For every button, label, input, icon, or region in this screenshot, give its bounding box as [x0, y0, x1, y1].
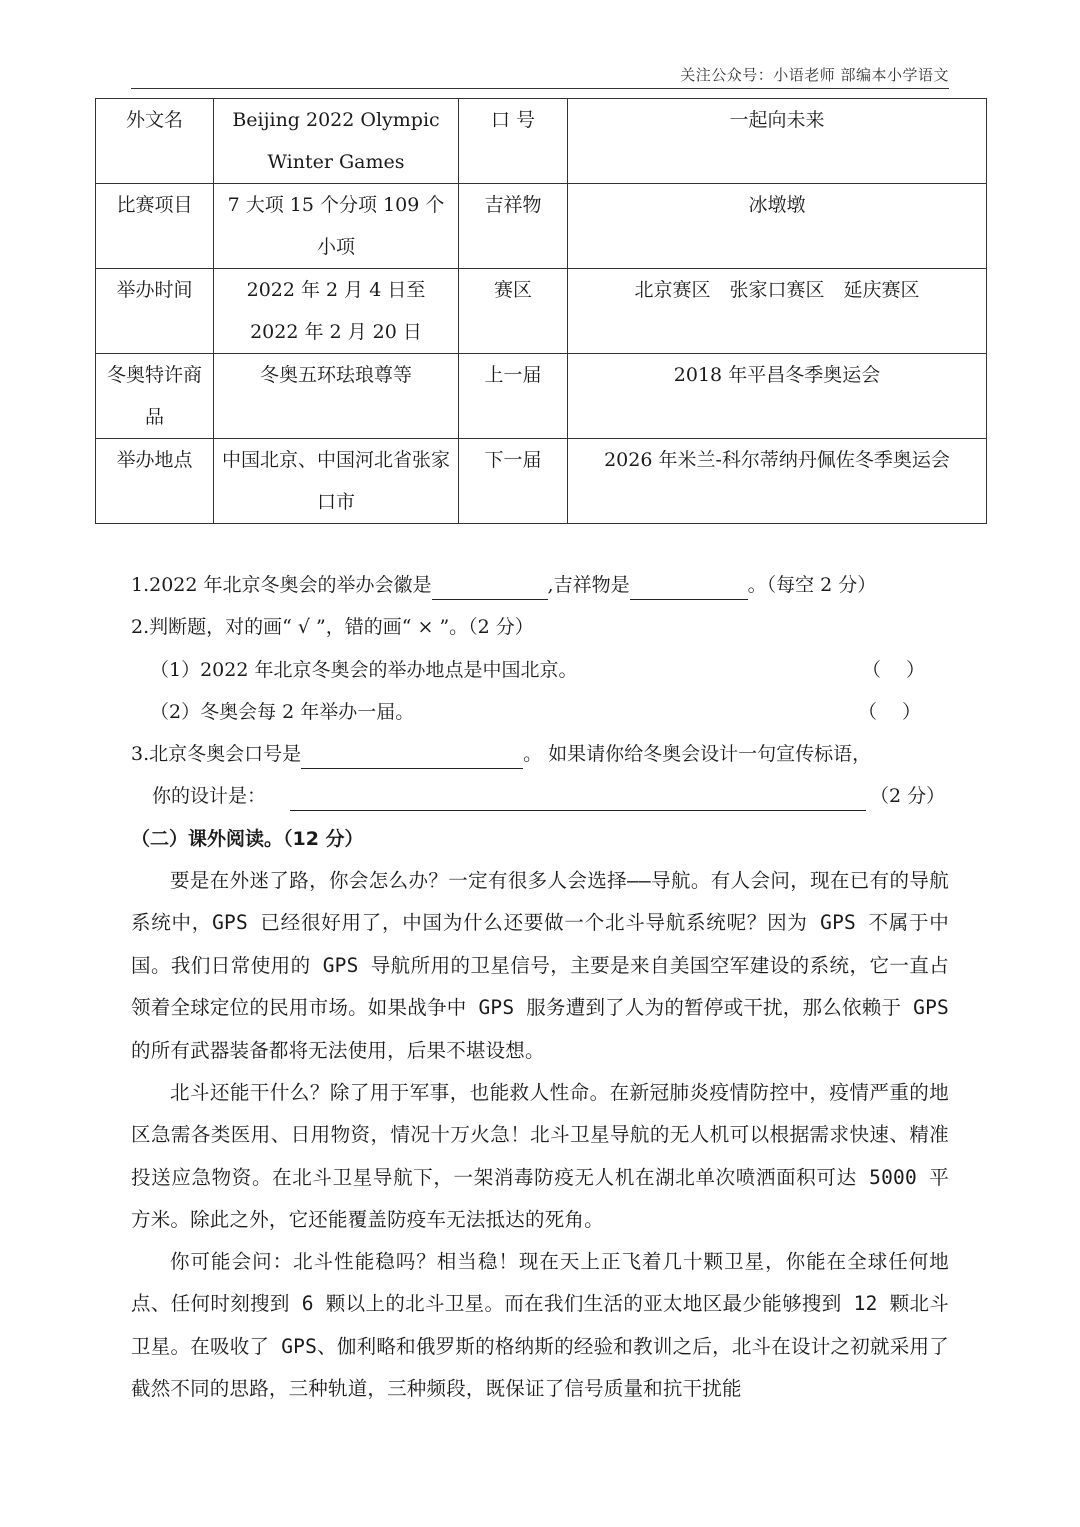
- passage-paragraph-2: 北斗还能干什么？除了用于军事，也能救人性命。在新冠肺炎疫情防控中，疫情严重的地区急需各类医用、日用物资，情况十万火急！北斗卫星导航的无人机可以根据需求快速、精准投送应急物资。在北斗卫星导航下，一架消毒防疫无人机在湖北单次喷洒面积可达 5000 平方米。除此之外，它还能覆盖防疫车无法抵达的死角。: [131, 1081, 949, 1232]
- table-cell: 下一届: [459, 439, 568, 524]
- question-3-design: [152, 781, 945, 811]
- table-cell: 比赛项目: [96, 184, 214, 269]
- table-cell: 赛区: [459, 269, 568, 354]
- table-cell: 2018 年平昌冬季奥运会: [568, 354, 987, 439]
- question-1-text-c: 。（每空 2 分）: [747, 574, 877, 596]
- table-row: [96, 184, 987, 269]
- table-cell: 举办时间: [96, 269, 214, 354]
- mascot-answer-blank[interactable]: [630, 577, 748, 600]
- section-title: （二）课外阅读。（12 分）: [131, 828, 364, 850]
- table-cell: 中国北京、中国河北省张家口市: [214, 439, 459, 524]
- table-cell: 口 号: [459, 99, 568, 184]
- table-cell: 冰墩墩: [568, 184, 987, 269]
- judgment-paren-1[interactable]: （ ）: [862, 659, 926, 681]
- question-2-item-1: （1）2022 年北京冬奥会的举办地点是中国北京。: [150, 659, 578, 681]
- question-3-text-a: 3.北京冬奥会口号是: [131, 743, 302, 765]
- question-1-text-a: 1.2022 年北京冬奥会的举办会徽是: [131, 574, 432, 596]
- emblem-answer-blank[interactable]: [432, 577, 548, 600]
- question-3-score: （2 分）: [870, 785, 946, 807]
- question-3-text-b: 。 如果请你给冬奥会设计一句宣传标语，: [523, 743, 872, 765]
- table-cell: 冬奥特许商品: [96, 354, 214, 439]
- question-2-item-2: （2）冬奥会每 2 年举办一届。: [150, 701, 415, 723]
- table-row: [96, 269, 987, 354]
- passage-paragraph-3: 你可能会问：北斗性能稳吗？相当稳！现在天上正飞着几十颗卫星，你能在全球任何地点、任何时刻搜到 6 颗以上的北斗卫星。而在我们生活的亚太地区最少能够搜到 12 颗北斗卫星。在吸收了 GPS、伽利略和俄罗斯的格纳斯的经验和教训之后，北斗在设计之初就采用了截然不同的思路，三种轨道，三种频段，既保证了信号质量和抗干扰能: [131, 1250, 949, 1401]
- page-header: 关注公众号：小语老师 部编本小学语文: [680, 66, 949, 84]
- question-2-title: 2.判断题，对的画“ √ ”，错的画“ × ”。（2 分）: [131, 616, 534, 638]
- table-cell: 一起向未来: [568, 99, 987, 184]
- design-answer-blank[interactable]: [290, 788, 866, 811]
- table-cell: Beijing 2022 Olympic Winter Games: [214, 99, 459, 184]
- table-row: [96, 439, 987, 524]
- table-cell: 北京赛区 张家口赛区 延庆赛区: [568, 269, 987, 354]
- passage-paragraph-1: 要是在外迷了路，你会怎么办？一定有很多人会选择——导航。有人会问，现在已有的导航系统中，GPS 已经很好用了，中国为什么还要做一个北斗导航系统呢？因为 GPS 不属于中国。我们日常使用的 GPS 导航所用的卫星信号，主要是来自美国空军建设的系统，它一直占领着全球定位的民用市场。如果战争中 GPS 服务遭到了人为的暂停或干扰，那么依赖于 GPS 的所有武器装备都将无法使用，后果不堪设想。: [131, 869, 949, 1062]
- table-cell: 上一届: [459, 354, 568, 439]
- table-cell: 外文名: [96, 99, 214, 184]
- question-1-text-b: ,吉祥物是: [547, 574, 630, 596]
- table-row: [96, 354, 987, 439]
- header-rule: [131, 88, 949, 89]
- slogan-answer-blank[interactable]: [301, 746, 523, 769]
- question-1: [131, 570, 876, 600]
- table-cell: 2026 年米兰-科尔蒂纳丹佩佐冬季奥运会: [568, 439, 987, 524]
- table-cell: 吉祥物: [459, 184, 568, 269]
- question-3: [131, 739, 871, 769]
- judgment-paren-2[interactable]: （ ）: [858, 701, 922, 723]
- table-cell: 冬奥五环珐琅尊等: [214, 354, 459, 439]
- table-cell: 7 大项 15 个分项 109 个小项: [214, 184, 459, 269]
- table-cell: 举办地点: [96, 439, 214, 524]
- olympics-info-table: [95, 98, 987, 524]
- question-3-text-c: 你的设计是：: [152, 785, 267, 807]
- table-row: [96, 99, 987, 184]
- table-cell: 2022 年 2 月 4 日至 2022 年 2 月 20 日: [214, 269, 459, 354]
